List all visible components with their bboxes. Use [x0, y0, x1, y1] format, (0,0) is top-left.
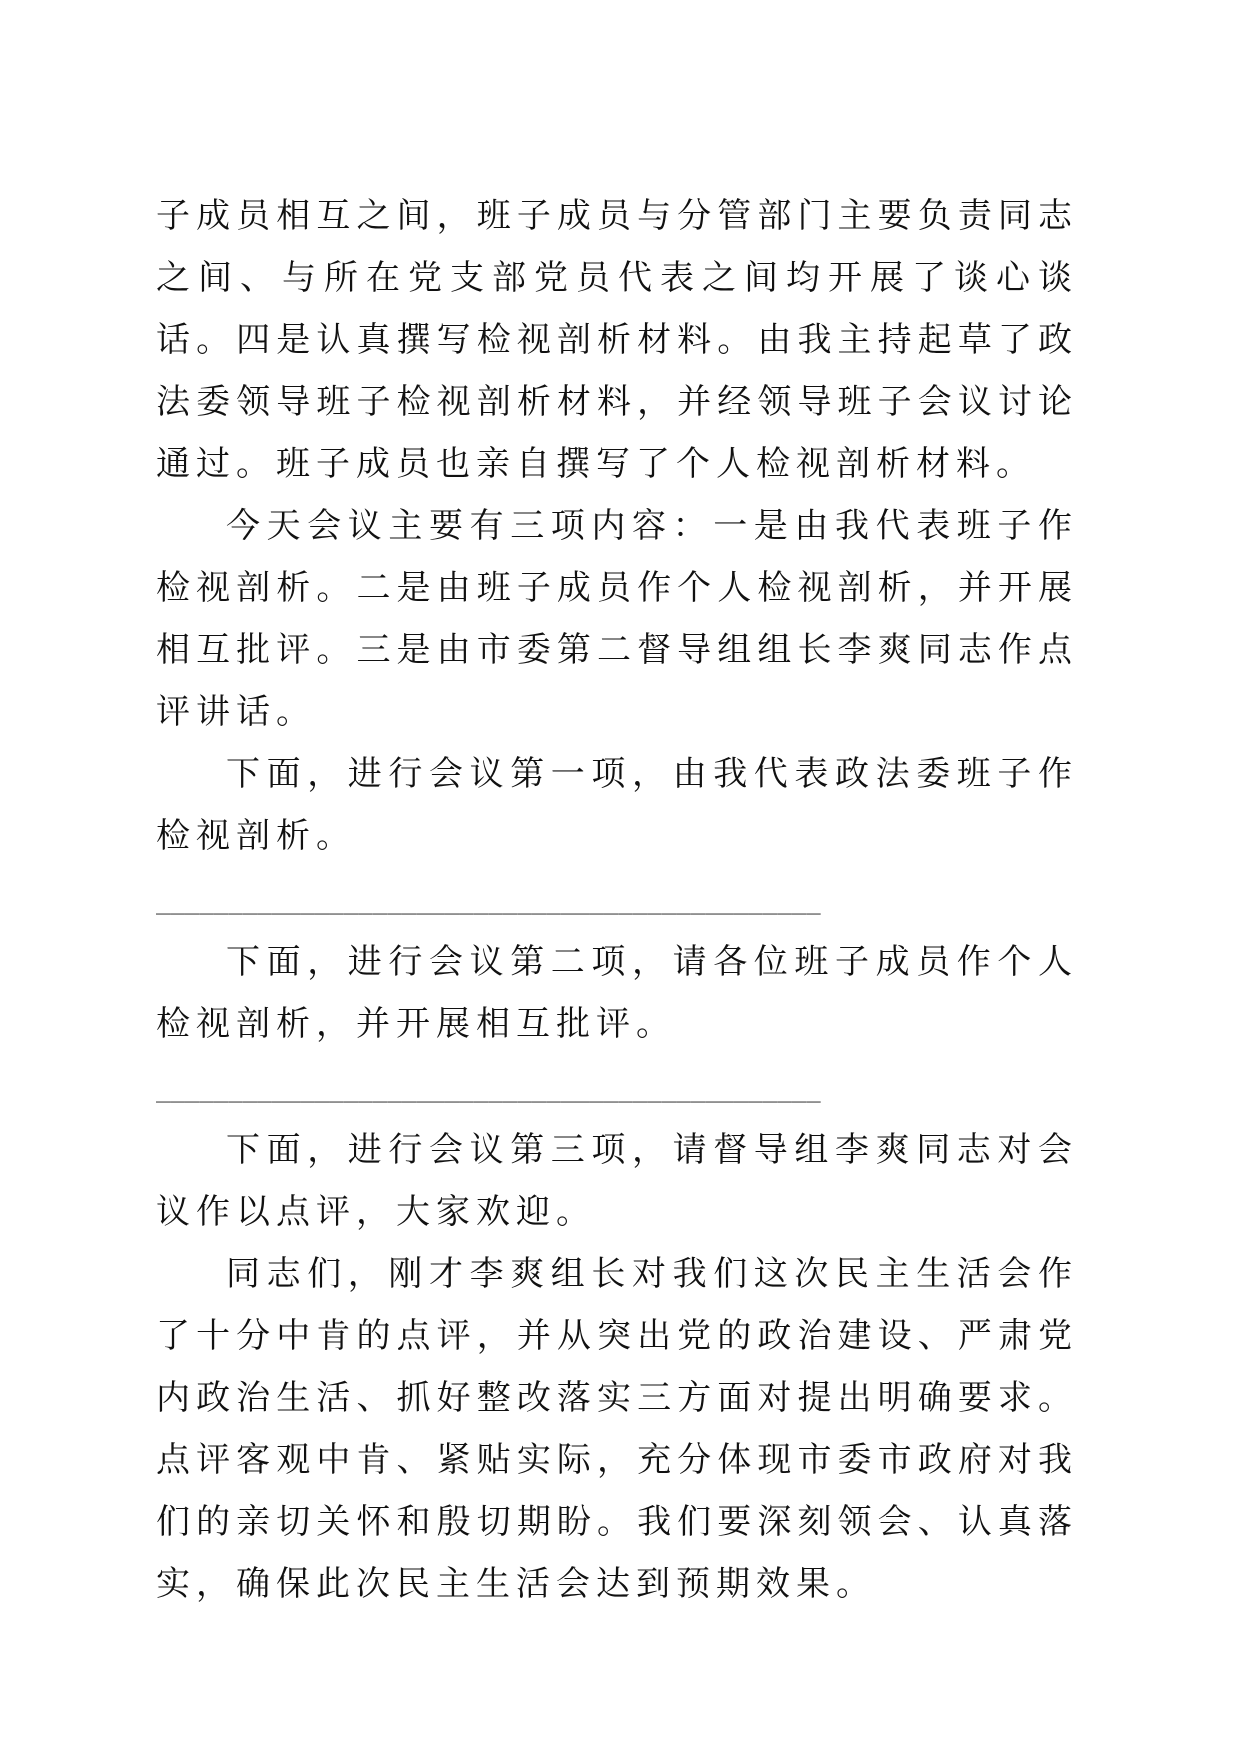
paragraph-item-two: 下面，进行会议第二项，请各位班子成员作个人检视剖析，并开展相互批评。 [156, 942, 1078, 1044]
paragraph-item-one: 下面，进行会议第一项，由我代表政法委班子作检视剖析。 [156, 754, 1078, 856]
document-body [156, 185, 1078, 1615]
separator-line: ______________________________________________ [156, 887, 821, 915]
paragraph-continuation: 子成员相互之间，班子成员与分管部门主要负责同志之间、与所在党支部党员代表之间均开展了谈心谈话。四是认真撰写检视剖析材料。由我主持起草了政法委领导班子检视剖析材料，并经领导班子会议讨论通过。班子成员也亲自撰写了个人检视剖析材料。 [156, 196, 1078, 484]
paragraph-closing: 同志们，刚才李爽组长对我们这次民主生活会作了十分中肯的点评，并从突出党的政治建设、严肃党内政治生活、抓好整改落实三方面对提出明确要求。点评客观中肯、紧贴实际，充分体现市委市政府对我们的亲切关怀和殷切期盼。我们要深刻领会、认真落实，确保此次民主生活会达到预期效果。 [156, 1254, 1078, 1604]
paragraph-agenda: 今天会议主要有三项内容：一是由我代表班子作检视剖析。二是由班子成员作个人检视剖析，并开展相互批评。三是由市委第二督导组组长李爽同志作点评讲话。 [156, 506, 1078, 732]
paragraph-item-three: 下面，进行会议第三项，请督导组李爽同志对会议作以点评，大家欢迎。 [156, 1130, 1078, 1232]
separator-line: ______________________________________________ [156, 1075, 821, 1103]
